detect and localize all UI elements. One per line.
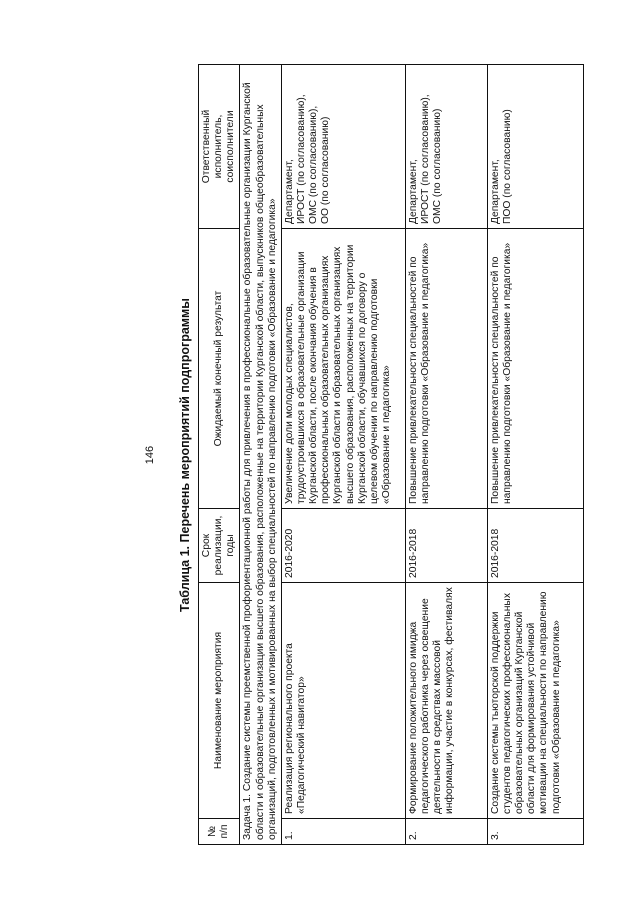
task-row — [240, 65, 281, 845]
header-name: Наименование мероприятия — [199, 583, 240, 819]
row-result: Повышение привлекательности специальностей по направлению подготовки «Образование и педагогика» — [487, 229, 583, 509]
row-responsible: Департамент, ИРОСТ (по согласованию), ОМС (по согласованию), ОО (по согласованию) — [281, 65, 405, 229]
row-num: 2. — [405, 819, 487, 845]
row-responsible: Департамент, ПОО (по согласованию) — [487, 65, 583, 229]
table-title: Таблица 1. Перечень мероприятий подпрограммы — [178, 298, 192, 612]
table-row — [487, 65, 583, 845]
row-name: Формирование положительного имиджа педагогического работника через освещение деятельности в средствах массовой информации, участие в конкурсах, фестивалях — [405, 583, 487, 819]
measures-table — [198, 64, 584, 845]
row-period: 2016-2020 — [281, 509, 405, 583]
task-1-text: Задача 1. Создание системы преемственной профориентационной работы для привлечения в профессиональные образовательные организации Курганской области и образовательные организации высшего образования, расположенные на территории Курганской области, выпускников общеобразовательных организаций, подготовленных и мотивированных на выбор специальностей по направлению подготовки «Образование и педагогика» — [240, 65, 281, 845]
row-period: 2016-2018 — [487, 509, 583, 583]
scan-artifact — [14, 856, 30, 862]
header-period: Срок реализации, годы — [199, 509, 240, 583]
row-num: 1. — [281, 819, 405, 845]
table-row — [281, 65, 405, 845]
row-result: Повышение привлекательности специальностей по направлению подготовки «Образование и педагогика» — [405, 229, 487, 509]
table-header-row — [199, 65, 240, 845]
header-num: № п/п — [199, 819, 240, 845]
row-result: Увеличение доли молодых специалистов, трудоустроившихся в образовательные организации Курганской области, после окончания обучения в профессиональных образовательных организациях Курганской области и образовательных организациях высшего образования, расположенных на территории Курганской области, обучавшихся по договору о целевом обучении по направлению подготовки «Образование и педагогика» — [281, 229, 405, 509]
rotated-page — [60, 65, 560, 845]
row-num: 3. — [487, 819, 583, 845]
row-name: Создание системы тьюторской поддержки студентов педагогических профессиональных образовательных организаций Курганской области для формирования устойчивой мотивации на специальности по направлению подготовки «Образование и педагогика» — [487, 583, 583, 819]
page-number: 146 — [144, 445, 156, 465]
header-responsible: Ответственный исполнитель, соисполнители — [199, 65, 240, 229]
header-result: Ожидаемый конечный результат — [199, 229, 240, 509]
row-period: 2016-2018 — [405, 509, 487, 583]
row-responsible: Департамент, ИРОСТ (по согласованию), ОМС (по согласованию) — [405, 65, 487, 229]
table-row — [405, 65, 487, 845]
row-name: Реализация регионального проекта «Педагогический навигатор» — [281, 583, 405, 819]
